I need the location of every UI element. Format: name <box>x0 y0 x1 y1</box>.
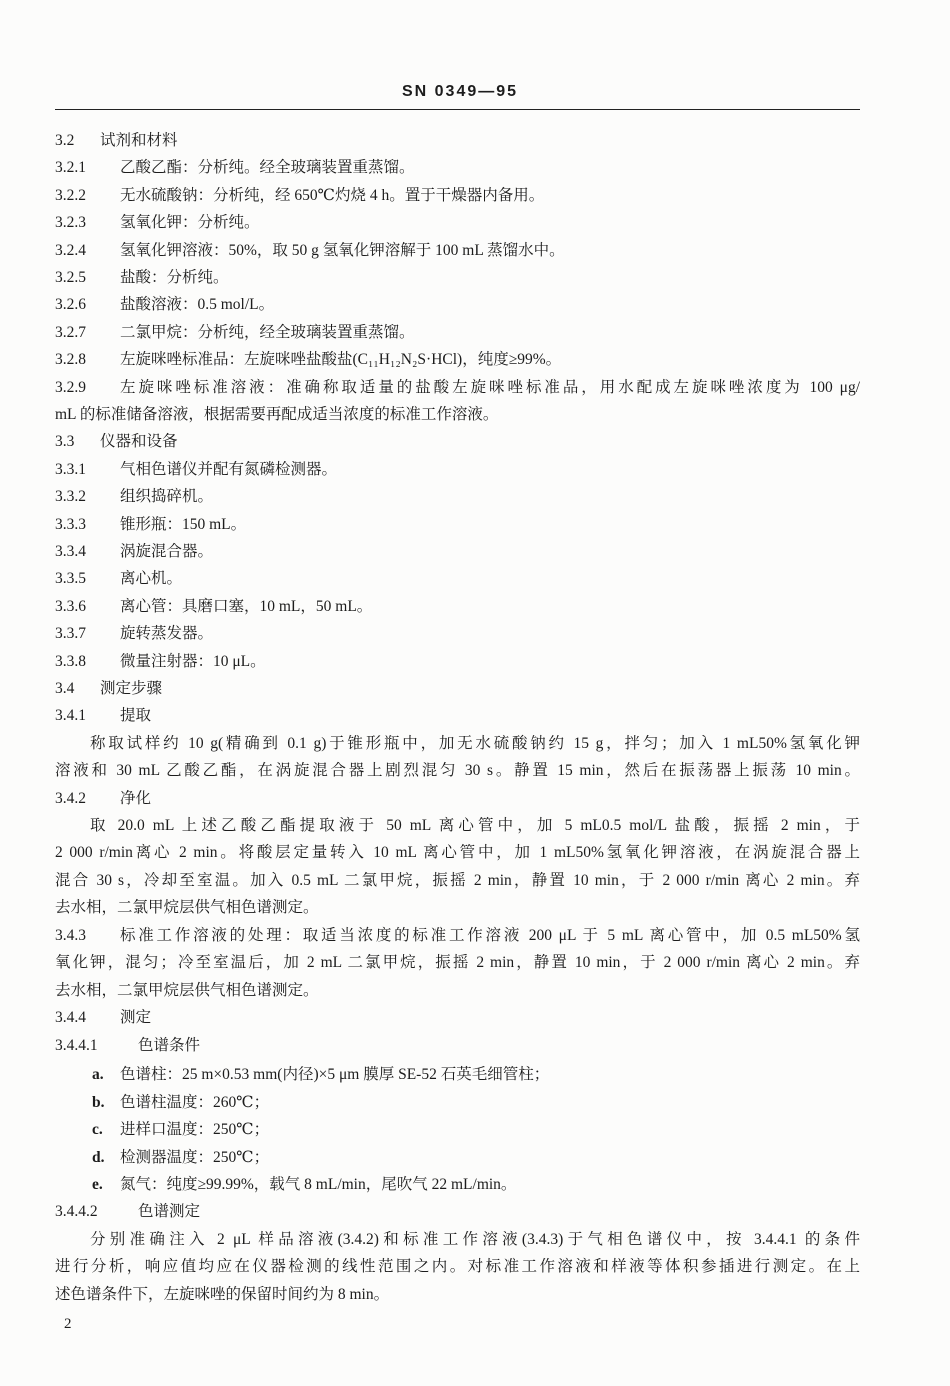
paragraph-line <box>90 730 860 757</box>
subsection-number: 3.4.4.1 <box>55 1037 98 1054</box>
subsection-title: 净化 <box>120 790 152 807</box>
paragraph-line <box>55 757 860 784</box>
item-number: 3.3.6 <box>55 598 86 615</box>
item-number: 3.3.2 <box>55 488 86 505</box>
item-3-2-5 <box>55 264 860 291</box>
paragraph-text: 述色谱条件下，左旋咪唑的保留时间约为 8 min。 <box>55 1286 390 1303</box>
item-text: 涡旋混合器。 <box>120 543 214 560</box>
subsection-number: 3.4.4 <box>55 1009 86 1026</box>
section-number: 3.3 <box>55 433 75 450</box>
subsection-heading-3-4-4 <box>55 1004 860 1031</box>
item-text: 锥形瓶：150 mL。 <box>120 516 247 533</box>
section-heading-3-2 <box>55 127 860 154</box>
item-text: 旋转蒸发器。 <box>120 625 214 642</box>
item-number: 3.2.6 <box>55 296 86 313</box>
item-text: 二氯甲烷：分析纯，经全玻璃装置重蒸馏。 <box>120 324 415 341</box>
subsection-3-4-3 <box>55 922 860 949</box>
item-3-3-6 <box>55 593 860 620</box>
subsection-heading-3-4-1 <box>55 702 860 729</box>
subsection-title: 测定 <box>120 1009 152 1026</box>
item-text: 氢氧化钾溶液：50%，取 50 g 氢氧化钾溶解于 100 mL 蒸馏水中。 <box>120 242 565 259</box>
list-label: e. <box>92 1176 103 1193</box>
item-number: 3.3.7 <box>55 625 86 642</box>
item-number: 3.3.1 <box>55 461 86 478</box>
item-number: 3.2.3 <box>55 214 86 231</box>
item-number: 3.3.8 <box>55 653 86 670</box>
item-3-3-2 <box>55 483 860 510</box>
item-text: 无水硫酸钠：分析纯，经 650℃灼烧 4 h。置于干燥器内备用。 <box>120 187 545 204</box>
item-number: 3.3.3 <box>55 516 86 533</box>
paragraph-line <box>55 839 860 866</box>
item-3-3-8 <box>55 648 860 675</box>
item-number: 3.2.1 <box>55 159 86 176</box>
list-text: 检测器温度：250℃； <box>120 1149 270 1166</box>
item-text: 氢氧化钾：分析纯。 <box>120 214 260 231</box>
paragraph-text: 去水相，二氯甲烷层供气相色谱测定。 <box>55 982 319 999</box>
section-title: 仪器和设备 <box>100 433 178 450</box>
subsection-heading-3-4-4-1 <box>55 1032 860 1059</box>
list-text: 进样口温度：250℃； <box>120 1121 270 1138</box>
list-label: d. <box>92 1149 105 1166</box>
subsection-title: 色谱测定 <box>138 1203 201 1220</box>
section-number: 3.4 <box>55 680 75 697</box>
paragraph-text: 溶液和 30 mL 乙酸乙酯，在涡旋混合器上剧烈混匀 30 s。静置 15 min，然后在振荡器上振荡 10 min。 <box>55 762 860 779</box>
item-text: 左旋咪唑标准溶液：准确称取适量的盐酸左旋咪唑标准品，用水配成左旋咪唑浓度为 100 μg/ <box>120 379 860 396</box>
item-number: 3.2.7 <box>55 324 86 341</box>
item-text: 组织捣碎机。 <box>120 488 214 505</box>
section-title: 测定步骤 <box>100 680 163 697</box>
item-number: 3.2.5 <box>55 269 86 286</box>
list-text: 色谱柱温度：260℃； <box>120 1094 270 1111</box>
item-3-3-5 <box>55 565 860 592</box>
item-text: 微量注射器：10 μL。 <box>120 653 266 670</box>
subsection-number: 3.4.1 <box>55 707 86 724</box>
paragraph-line <box>55 1253 860 1280</box>
item-number: 3.2.4 <box>55 242 86 259</box>
paragraph-line <box>55 949 860 976</box>
list-label: c. <box>92 1121 103 1138</box>
subsection-number: 3.4.4.2 <box>55 1203 98 1220</box>
item-text: 盐酸：分析纯。 <box>120 269 229 286</box>
subsection-number: 3.4.3 <box>55 927 86 944</box>
item-3-2-3 <box>55 209 860 236</box>
item-3-2-1 <box>55 154 860 181</box>
item-text: 离心管：具磨口塞，10 mL，50 mL。 <box>120 598 373 615</box>
list-text: 色谱柱：25 m×0.53 mm(内径)×5 μm 膜厚 SE-52 石英毛细管柱； <box>120 1066 550 1083</box>
paragraph-line <box>90 812 860 839</box>
condition-item-d <box>92 1144 860 1171</box>
paragraph-text: 去水相，二氯甲烷层供气相色谱测定。 <box>55 899 319 916</box>
subsection-heading-3-4-4-2 <box>55 1198 860 1225</box>
paragraph-line <box>55 894 860 921</box>
item-3-2-2 <box>55 182 860 209</box>
paragraph-text: 氧化钾，混匀；冷至室温后，加 2 mL 二氯甲烷，振摇 2 min，静置 10 min，于 2 000 r/min 离心 2 min。弃 <box>55 954 860 971</box>
item-3-2-8 <box>55 346 860 373</box>
list-label: b. <box>92 1094 105 1111</box>
subsection-heading-3-4-2 <box>55 785 860 812</box>
paragraph-line <box>55 977 860 1004</box>
item-number: 3.3.4 <box>55 543 86 560</box>
condition-item-e <box>92 1171 860 1198</box>
section-number: 3.2 <box>55 132 75 149</box>
item-number: 3.2.2 <box>55 187 86 204</box>
section-heading-3-4 <box>55 675 860 702</box>
paragraph-text: 2 000 r/min离心 2 min。将酸层定量转入 10 mL 离心管中，加 1 mL50%氢氧化钾溶液，在涡旋混合器上 <box>55 844 860 861</box>
paragraph-text: 称取试样约 10 g(精确到 0.1 g)于锥形瓶中，加无水硫酸钠约 15 g，拌匀；加入 1 mL50%氢氧化钾 <box>90 735 860 752</box>
list-label: a. <box>92 1066 104 1083</box>
subsection-title: 提取 <box>120 707 152 724</box>
paragraph-text: 标准工作溶液的处理：取适当浓度的标准工作溶液 200 μL 于 5 mL 离心管中，加 0.5 mL50%氢 <box>120 927 860 944</box>
paragraph-text: 进行分析，响应值均应在仪器检测的线性范围之内。对标准工作溶液和样液等体积参插进行测定。在上 <box>55 1258 860 1275</box>
item-text: 气相色谱仪并配有氮磷检测器。 <box>120 461 338 478</box>
item-3-3-3 <box>55 511 860 538</box>
paragraph-line <box>55 867 860 894</box>
item-text: 乙酸乙酯：分析纯。经全玻璃装置重蒸馏。 <box>120 159 415 176</box>
condition-item-c <box>92 1116 860 1143</box>
list-text: 氮气：纯度≥99.99%，载气 8 mL/min，尾吹气 22 mL/min。 <box>120 1176 517 1193</box>
paragraph-line <box>90 1226 860 1253</box>
paragraph-text: 分别准确注入 2 μL 样品溶液(3.4.2)和标准工作溶液(3.4.3)于气相色谱仪中，按 3.4.4.1 的条件 <box>90 1231 860 1248</box>
item-3-2-4 <box>55 237 860 264</box>
subsection-number: 3.4.2 <box>55 790 86 807</box>
item-3-3-7 <box>55 620 860 647</box>
paragraph-line <box>55 1281 860 1308</box>
item-text: 左旋咪唑标准品：左旋咪唑盐酸盐(C₁₁H₁₂N₂S·HCl)，纯度≥99%。 <box>120 351 562 368</box>
item-3-3-1 <box>55 456 860 483</box>
item-3-2-9-continuation <box>55 401 860 428</box>
section-heading-3-3 <box>55 428 860 455</box>
item-3-2-6 <box>55 291 860 318</box>
item-3-3-4 <box>55 538 860 565</box>
item-number: 3.2.9 <box>55 379 86 396</box>
page-number: 2 <box>64 1316 72 1332</box>
paragraph-text: 混合 30 s，冷却至室温。加入 0.5 mL 二氯甲烷，振摇 2 min，静置 10 min，于 2 000 r/min 离心 2 min。弃 <box>55 872 860 889</box>
condition-item-b <box>92 1089 860 1116</box>
paragraph-text: 取 20.0 mL 上述乙酸乙酯提取液于 50 mL 离心管中，加 5 mL0.5 mol/L 盐酸，振摇 2 min，于 <box>90 817 860 834</box>
item-text: mL 的标准储备溶液，根据需要再配成适当浓度的标准工作溶液。 <box>55 406 499 423</box>
standard-code-header: SN 0349—95 <box>401 83 519 100</box>
item-3-2-9 <box>55 374 860 401</box>
item-3-2-7 <box>55 319 860 346</box>
condition-item-a <box>92 1061 860 1088</box>
subsection-title: 色谱条件 <box>138 1037 201 1054</box>
item-text: 离心机。 <box>120 570 183 587</box>
section-title: 试剂和材料 <box>100 132 178 149</box>
item-text: 盐酸溶液：0.5 mol/L。 <box>120 296 275 313</box>
item-number: 3.3.5 <box>55 570 86 587</box>
item-number: 3.2.8 <box>55 351 86 368</box>
header-rule <box>55 109 860 110</box>
